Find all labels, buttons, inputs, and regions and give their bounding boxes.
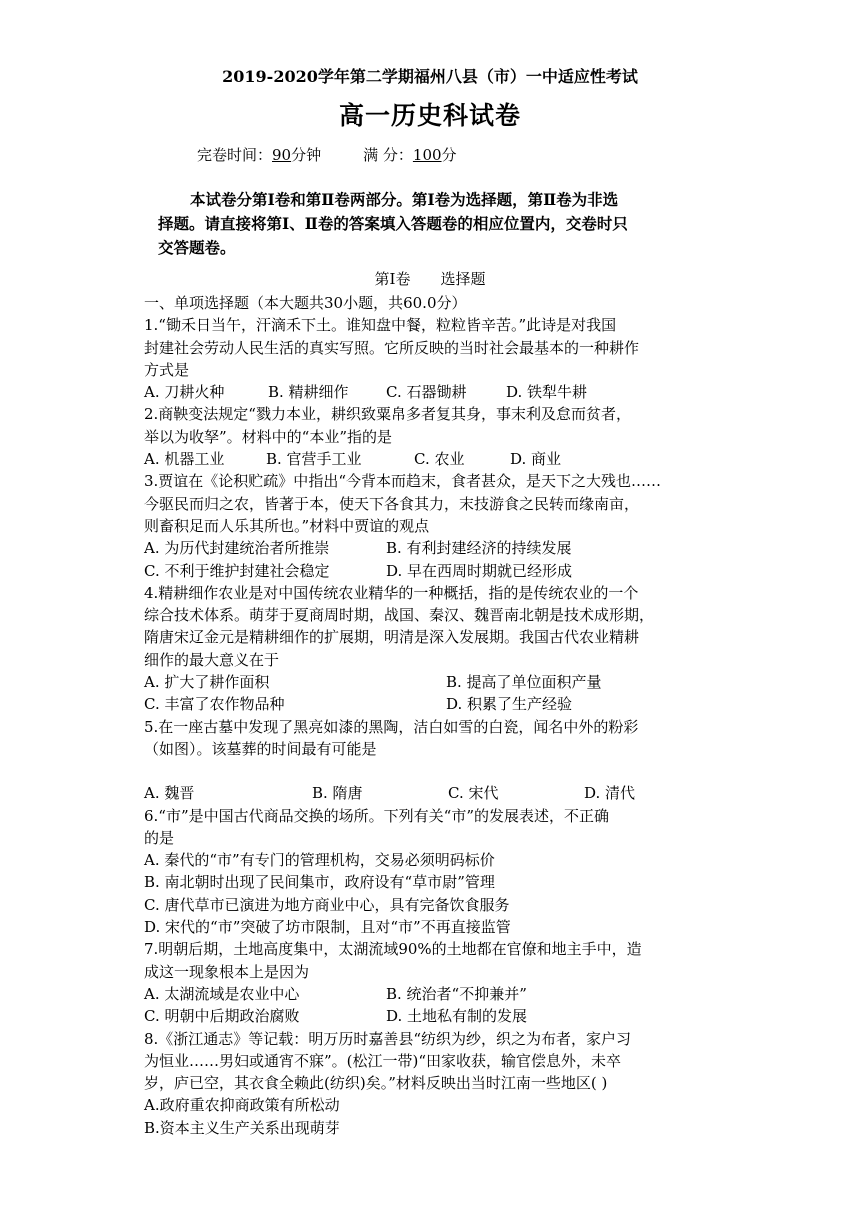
option: D. 铁犁牛耕 [506, 383, 588, 402]
score-unit: 分 [441, 146, 457, 164]
question-line: 4.精耕细作农业是对中国传统农业精华的一种概括，指的是传统农业的一个 [144, 583, 639, 602]
section-name: 选择题 [440, 270, 486, 288]
page-title: 高一历史科试卷 [338, 101, 521, 130]
option: A. 太湖流域是农业中心 [144, 984, 300, 1003]
option: B. 隋唐 [312, 784, 363, 803]
option: C. 宋代 [448, 784, 499, 803]
question-line: 综合技术体系。萌芽于夏商周时期，战国、秦汉、魏晋南北朝是技术成形期， [144, 606, 655, 625]
option-row [144, 537, 724, 559]
question-line: （如图）。该墓葬的时间最有可能是 [144, 739, 377, 758]
question-line: 举以为收孥”。材料中的“本业”指的是 [144, 427, 393, 446]
question-line: 5.在一座古墓中发现了黑亮如漆的黑陶，洁白如雪的白瓷，闻名中外的粉彩 [144, 717, 639, 736]
question-line: 3.贾谊在《论积贮疏》中指出“今背本而趋末，食者甚众，是天下之大残也…… [144, 472, 661, 491]
option: B. 南北朝时出现了民间集市，政府设有“草市尉”管理 [144, 873, 495, 892]
instructions [158, 188, 718, 260]
option: B.资本主义生产关系出现萌芽 [144, 1118, 340, 1137]
option-row [144, 983, 724, 1005]
option-row [144, 671, 724, 693]
question-line: 岁，庐已空，其衣食全赖此(纺织)矣。”材料反映出当时江南一些地区( ) [144, 1074, 608, 1093]
option: B. 官营手工业 [266, 450, 362, 469]
option: A. 秦代的“市”有专门的管理机构，交易必须明码标价 [144, 851, 495, 870]
question-line: 方式是 [144, 360, 190, 379]
question-line: 1.“锄禾日当午，汗滴禾下土。谁知盘中餐，粒粒皆辛苦。”此诗是对我国 [144, 316, 617, 335]
question-line: 隋唐宋辽金元是精耕细作的扩展期，明清是深入发展期。我国古代农业精耕 [144, 628, 640, 647]
option-row [144, 560, 724, 582]
option: D. 积累了生产经验 [446, 695, 573, 714]
question-line: 今驱民而归之农，皆著于本，使天下各食其力，末技游食之民转而缘南亩， [144, 494, 640, 513]
option: C. 唐代草市已演进为地方商业中心，具有完备饮食服务 [144, 895, 510, 914]
exam-name: 2019-2020学年第二学期福州八县（市）一中适应性考试 [222, 67, 638, 86]
score-label: 满 分： [363, 146, 413, 164]
option: A. 魏晋 [144, 784, 195, 803]
instructions-line: 择题。请直接将第Ⅰ、Ⅱ卷的答案填入答题卷的相应位置内，交卷时只 [158, 214, 628, 233]
question-list [144, 292, 724, 1139]
option-row [144, 693, 724, 715]
question-line: 2.商鞅变法规定“戮力本业，耕织致粟帛多者复其身，事末利及怠而贫者， [144, 405, 631, 424]
option-row [144, 381, 724, 403]
option: D. 土地私有制的发展 [386, 1007, 528, 1026]
option: A. 刀耕火种 [144, 383, 225, 402]
part-heading: 一、单项选择题（本大题共30小题，共60.0分） [144, 294, 467, 312]
question-line: 的是 [144, 828, 175, 847]
question-line: 为恒业……男妇或通宵不寐”。(松江一带)“田家收获，输官偿息外，未卒 [144, 1051, 622, 1070]
option: A. 机器工业 [144, 450, 225, 469]
section-volume: 第Ⅰ卷 [374, 270, 411, 288]
score-value: 100 [412, 146, 442, 164]
option-row [144, 782, 724, 804]
option: A. 为历代封建统治者所推崇 [144, 539, 330, 558]
option: B. 精耕细作 [268, 383, 349, 402]
option-row [144, 1005, 724, 1027]
question-line: 细作的最大意义在于 [144, 650, 280, 669]
option: C. 农业 [414, 450, 465, 469]
instructions-line: 交答题卷。 [158, 238, 236, 257]
option: B. 提高了单位面积产量 [446, 673, 602, 692]
section-title [0, 268, 860, 289]
option: B. 统治者“不抑兼并” [386, 984, 527, 1003]
question-line: 则畜积足而人乐其所也。”材料中贾谊的观点 [144, 516, 430, 535]
option: B. 有利封建经济的持续发展 [386, 539, 572, 558]
option: C. 不利于维护封建社会稳定 [144, 561, 330, 580]
option: C. 明朝中后期政治腐败 [144, 1007, 300, 1026]
question-line: 8.《浙江通志》等记载：明万历时嘉善县“纺织为纱，织之为布者，家户习 [144, 1029, 631, 1048]
option: C. 石器锄耕 [386, 383, 467, 402]
option: D. 早在西周时期就已经形成 [386, 561, 573, 580]
question-line: 封建社会劳动人民生活的真实写照。它所反映的当时社会最基本的一种耕作 [144, 338, 640, 357]
question-line: 7.明朝后期，土地高度集中，太湖流域90%的土地都在官僚和地主手中，造 [144, 940, 642, 959]
exam-meta [197, 144, 457, 165]
time-label: 完卷时间： [197, 146, 273, 164]
option: C. 丰富了农作物品种 [144, 695, 285, 714]
option: D. 商业 [510, 450, 562, 469]
option-row [144, 448, 724, 470]
option: D. 宋代的“市”突破了坊市限制，且对“市”不再直接监管 [144, 918, 511, 937]
instructions-line: 本试卷分第Ⅰ卷和第Ⅱ卷两部分。第Ⅰ卷为选择题，第Ⅱ卷为非选 [190, 190, 619, 209]
option: A. 扩大了耕作面积 [144, 673, 270, 692]
question-line: 6.“市”是中国古代商品交换的场所。下列有关“市”的发展表述，不正确 [144, 806, 609, 825]
option: D. 清代 [584, 784, 636, 803]
time-unit: 分钟 [291, 146, 322, 164]
option: A.政府重农抑商政策有所松动 [144, 1096, 340, 1115]
time-value: 90 [272, 146, 292, 164]
question-line: 成这一现象根本上是因为 [144, 962, 310, 981]
